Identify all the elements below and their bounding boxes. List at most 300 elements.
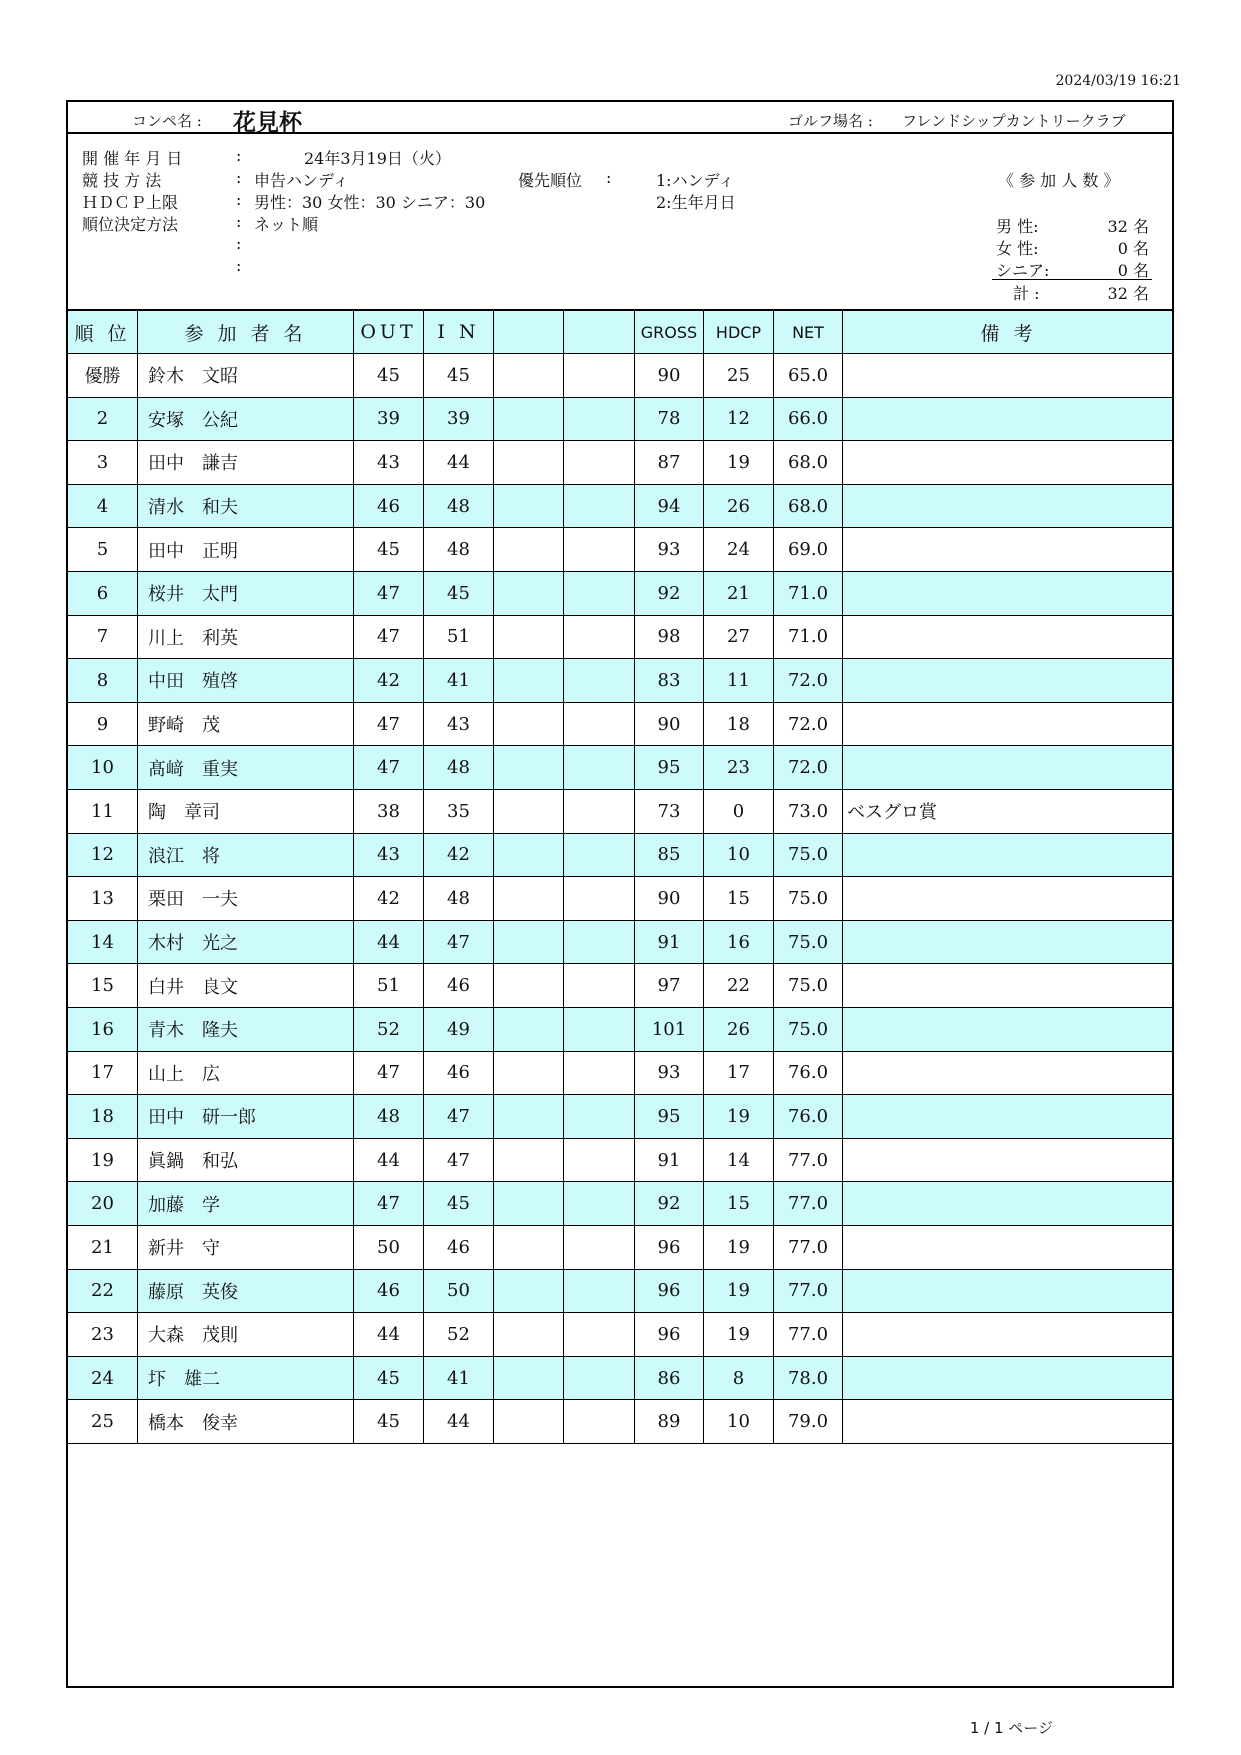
cell-remarks bbox=[842, 964, 1174, 1007]
cell-rank: 24 bbox=[91, 1367, 114, 1389]
cell-gross: 87 bbox=[634, 441, 703, 484]
cell-hdcp: 16 bbox=[703, 921, 773, 964]
info-value: 24年3月19日（火） bbox=[304, 149, 451, 168]
cell-blank-1 bbox=[493, 1400, 563, 1443]
cell-gross: 78 bbox=[634, 398, 703, 441]
info-label: 開 催 年 月 日 bbox=[82, 149, 183, 168]
table-header-row bbox=[68, 311, 1172, 353]
cell-net: 71.0 bbox=[773, 572, 842, 615]
priority-1: 1:ハンディ bbox=[656, 171, 735, 190]
cell-remarks bbox=[842, 354, 1174, 397]
cell-out: 46 bbox=[353, 485, 423, 528]
cell-out: 51 bbox=[353, 964, 423, 1007]
cell-name: 野崎 茂 bbox=[137, 703, 353, 746]
cell-out: 45 bbox=[353, 1400, 423, 1443]
cell-blank-1 bbox=[493, 485, 563, 528]
cell-blank-1 bbox=[493, 703, 563, 746]
cell-net: 76.0 bbox=[773, 1095, 842, 1138]
cell-rank: 13 bbox=[91, 887, 114, 909]
cell-rank: 4 bbox=[96, 495, 109, 517]
cell-out: 39 bbox=[353, 398, 423, 441]
cell-rank: 20 bbox=[91, 1193, 114, 1215]
cell-blank-2 bbox=[563, 834, 634, 877]
cell-in: 47 bbox=[423, 921, 493, 964]
table-row bbox=[68, 963, 1172, 1007]
cell-gross: 91 bbox=[634, 921, 703, 964]
info-value: ネット順 bbox=[254, 215, 319, 234]
cell-rank: 5 bbox=[96, 539, 109, 561]
cell-name: 髙﨑 重実 bbox=[137, 746, 353, 789]
cell-remarks bbox=[842, 746, 1174, 789]
cell-out: 44 bbox=[353, 1313, 423, 1356]
table-row bbox=[68, 1399, 1172, 1443]
cell-blank-2 bbox=[563, 1313, 634, 1356]
header-remarks: 備 考 bbox=[842, 311, 1174, 353]
total-label: 計 : bbox=[1013, 284, 1040, 303]
cell-hdcp: 22 bbox=[703, 964, 773, 1007]
cell-blank-2 bbox=[563, 1139, 634, 1182]
table-row bbox=[68, 658, 1172, 702]
cell-blank-2 bbox=[563, 616, 634, 659]
cell-name: 圷 雄二 bbox=[137, 1357, 353, 1400]
cell-name: 田中 研一郎 bbox=[137, 1095, 353, 1138]
cell-blank-2 bbox=[563, 1095, 634, 1138]
cell-remarks bbox=[842, 398, 1174, 441]
cell-blank-2 bbox=[563, 354, 634, 397]
cell-in: 45 bbox=[423, 354, 493, 397]
info-colon: : bbox=[236, 168, 242, 187]
cell-rank: 7 bbox=[96, 626, 109, 648]
table-row bbox=[68, 397, 1172, 441]
cell-gross: 86 bbox=[634, 1357, 703, 1400]
cell-in: 35 bbox=[423, 790, 493, 833]
cell-hdcp: 0 bbox=[703, 790, 773, 833]
cell-remarks bbox=[842, 877, 1174, 920]
results-sheet bbox=[66, 100, 1174, 1688]
cell-in: 43 bbox=[423, 703, 493, 746]
cell-rank: 2 bbox=[96, 408, 109, 430]
cell-gross: 101 bbox=[634, 1008, 703, 1051]
cell-rank: 10 bbox=[91, 757, 114, 779]
cell-net: 72.0 bbox=[773, 746, 842, 789]
cell-remarks bbox=[842, 659, 1174, 702]
table-row bbox=[68, 876, 1172, 920]
cell-name: 山上 広 bbox=[137, 1052, 353, 1095]
cell-hdcp: 12 bbox=[703, 398, 773, 441]
cell-rank: 18 bbox=[91, 1105, 114, 1127]
cell-rank: 9 bbox=[96, 713, 109, 735]
cell-out: 47 bbox=[353, 1052, 423, 1095]
cell-remarks bbox=[842, 1400, 1174, 1443]
cell-blank-1 bbox=[493, 877, 563, 920]
cell-in: 46 bbox=[423, 964, 493, 1007]
cell-remarks bbox=[842, 1270, 1174, 1313]
cell-rank: 17 bbox=[91, 1062, 114, 1084]
total-value: 32 名 bbox=[1107, 284, 1149, 303]
competition-label: コンペ名 : bbox=[132, 112, 202, 130]
cell-in: 47 bbox=[423, 1095, 493, 1138]
header-blank-2 bbox=[563, 311, 634, 353]
cell-hdcp: 26 bbox=[703, 485, 773, 528]
male-label: 男 性: bbox=[996, 217, 1039, 236]
cell-rank: 16 bbox=[91, 1018, 114, 1040]
cell-blank-2 bbox=[563, 1400, 634, 1443]
cell-name: 桜井 太門 bbox=[137, 572, 353, 615]
cell-in: 48 bbox=[423, 528, 493, 571]
cell-in: 47 bbox=[423, 1139, 493, 1182]
cell-gross: 97 bbox=[634, 964, 703, 1007]
cell-hdcp: 24 bbox=[703, 528, 773, 571]
cell-hdcp: 19 bbox=[703, 1270, 773, 1313]
cell-out: 45 bbox=[353, 1357, 423, 1400]
cell-name: 加藤 学 bbox=[137, 1182, 353, 1225]
table-bottom-rule bbox=[68, 1443, 1172, 1444]
cell-gross: 96 bbox=[634, 1313, 703, 1356]
table-row bbox=[68, 484, 1172, 528]
cell-in: 46 bbox=[423, 1052, 493, 1095]
cell-remarks bbox=[842, 834, 1174, 877]
cell-blank-1 bbox=[493, 746, 563, 789]
cell-out: 47 bbox=[353, 1182, 423, 1225]
cell-blank-1 bbox=[493, 790, 563, 833]
cell-rank: 8 bbox=[96, 669, 109, 691]
cell-rank: 優勝 bbox=[84, 366, 121, 388]
info-colon: : bbox=[236, 146, 242, 165]
cell-name: 清水 和夫 bbox=[137, 485, 353, 528]
cell-remarks bbox=[842, 1226, 1174, 1269]
cell-blank-1 bbox=[493, 616, 563, 659]
cell-out: 45 bbox=[353, 528, 423, 571]
cell-remarks bbox=[842, 1008, 1174, 1051]
info-colon: : bbox=[236, 212, 242, 231]
cell-gross: 73 bbox=[634, 790, 703, 833]
cell-hdcp: 10 bbox=[703, 834, 773, 877]
cell-gross: 90 bbox=[634, 877, 703, 920]
cell-blank-2 bbox=[563, 1226, 634, 1269]
table-row bbox=[68, 1269, 1172, 1313]
cell-out: 43 bbox=[353, 834, 423, 877]
cell-hdcp: 19 bbox=[703, 1313, 773, 1356]
cell-gross: 90 bbox=[634, 354, 703, 397]
cell-remarks bbox=[842, 441, 1174, 484]
cell-hdcp: 19 bbox=[703, 1226, 773, 1269]
cell-blank-2 bbox=[563, 398, 634, 441]
cell-hdcp: 25 bbox=[703, 354, 773, 397]
cell-remarks bbox=[842, 485, 1174, 528]
table-row bbox=[68, 789, 1172, 833]
cell-net: 68.0 bbox=[773, 485, 842, 528]
cell-in: 41 bbox=[423, 1357, 493, 1400]
cell-net: 77.0 bbox=[773, 1182, 842, 1225]
cell-blank-2 bbox=[563, 528, 634, 571]
info-colon: : bbox=[236, 190, 242, 209]
cell-gross: 95 bbox=[634, 746, 703, 789]
cell-rank: 14 bbox=[91, 931, 114, 953]
cell-rank: 23 bbox=[91, 1323, 114, 1345]
cell-gross: 85 bbox=[634, 834, 703, 877]
cell-out: 42 bbox=[353, 659, 423, 702]
info-label: 順位決定方法 bbox=[82, 215, 179, 234]
cell-net: 77.0 bbox=[773, 1313, 842, 1356]
cell-net: 75.0 bbox=[773, 964, 842, 1007]
cell-net: 75.0 bbox=[773, 1008, 842, 1051]
cell-name: 橋本 俊幸 bbox=[137, 1400, 353, 1443]
print-timestamp: 2024/03/19 16:21 bbox=[1055, 73, 1181, 89]
info-label: ＨＤＣＰ上限 bbox=[82, 193, 179, 212]
cell-name: 浪江 将 bbox=[137, 834, 353, 877]
cell-in: 41 bbox=[423, 659, 493, 702]
cell-blank-2 bbox=[563, 1357, 634, 1400]
cell-rank: 25 bbox=[91, 1411, 114, 1433]
cell-out: 47 bbox=[353, 703, 423, 746]
info-value: 男性：30 女性：30 シニア：30 bbox=[254, 193, 486, 212]
male-value: 32 名 bbox=[1107, 217, 1149, 236]
cell-hdcp: 10 bbox=[703, 1400, 773, 1443]
cell-hdcp: 23 bbox=[703, 746, 773, 789]
priority-label: 優先順位 bbox=[518, 171, 583, 190]
table-row bbox=[68, 1181, 1172, 1225]
priority-2: 2:生年月日 bbox=[656, 193, 736, 212]
cell-in: 46 bbox=[423, 1226, 493, 1269]
cell-name: 田中 謙吉 bbox=[137, 441, 353, 484]
cell-hdcp: 26 bbox=[703, 1008, 773, 1051]
cell-blank-2 bbox=[563, 1008, 634, 1051]
cell-blank-2 bbox=[563, 659, 634, 702]
cell-in: 49 bbox=[423, 1008, 493, 1051]
cell-out: 48 bbox=[353, 1095, 423, 1138]
cell-name: 青木 隆夫 bbox=[137, 1008, 353, 1051]
cell-gross: 91 bbox=[634, 1139, 703, 1182]
cell-out: 44 bbox=[353, 921, 423, 964]
cell-rank: 15 bbox=[91, 975, 114, 997]
cell-rank: 19 bbox=[91, 1149, 114, 1171]
cell-net: 78.0 bbox=[773, 1357, 842, 1400]
cell-out: 46 bbox=[353, 1270, 423, 1313]
header-name: 参 加 者 名 bbox=[137, 311, 353, 353]
cell-net: 69.0 bbox=[773, 528, 842, 571]
cell-remarks bbox=[842, 1139, 1174, 1182]
cell-blank-2 bbox=[563, 441, 634, 484]
cell-net: 79.0 bbox=[773, 1400, 842, 1443]
female-label: 女 性: bbox=[996, 239, 1039, 258]
cell-gross: 89 bbox=[634, 1400, 703, 1443]
table-row bbox=[68, 527, 1172, 571]
cell-out: 47 bbox=[353, 746, 423, 789]
cell-blank-1 bbox=[493, 1357, 563, 1400]
table-row bbox=[68, 1007, 1172, 1051]
cell-blank-2 bbox=[563, 703, 634, 746]
participants-divider bbox=[992, 279, 1152, 280]
cell-rank: 22 bbox=[91, 1280, 114, 1302]
cell-blank-1 bbox=[493, 441, 563, 484]
cell-blank-1 bbox=[493, 1226, 563, 1269]
cell-blank-1 bbox=[493, 964, 563, 1007]
cell-name: 栗田 一夫 bbox=[137, 877, 353, 920]
cell-out: 50 bbox=[353, 1226, 423, 1269]
table-row bbox=[68, 571, 1172, 615]
cell-blank-1 bbox=[493, 1270, 563, 1313]
cell-in: 45 bbox=[423, 1182, 493, 1225]
cell-in: 50 bbox=[423, 1270, 493, 1313]
cell-hdcp: 21 bbox=[703, 572, 773, 615]
cell-out: 43 bbox=[353, 441, 423, 484]
course-name: フレンドシップカントリークラブ bbox=[902, 112, 1126, 130]
table-row bbox=[68, 1051, 1172, 1095]
cell-name: 木村 光之 bbox=[137, 921, 353, 964]
cell-remarks bbox=[842, 703, 1174, 746]
cell-net: 73.0 bbox=[773, 790, 842, 833]
cell-blank-2 bbox=[563, 1270, 634, 1313]
cell-net: 77.0 bbox=[773, 1139, 842, 1182]
header-gross: GROSS bbox=[634, 311, 703, 353]
cell-name: 藤原 英俊 bbox=[137, 1270, 353, 1313]
title-divider bbox=[68, 132, 1172, 134]
senior-label: シニア: bbox=[996, 261, 1050, 280]
cell-gross: 92 bbox=[634, 572, 703, 615]
table-row bbox=[68, 920, 1172, 964]
cell-out: 45 bbox=[353, 354, 423, 397]
cell-rank: 6 bbox=[96, 582, 109, 604]
cell-remarks bbox=[842, 572, 1174, 615]
female-value: 0 名 bbox=[1117, 239, 1149, 258]
cell-blank-1 bbox=[493, 1095, 563, 1138]
cell-in: 44 bbox=[423, 441, 493, 484]
table-row bbox=[68, 615, 1172, 659]
cell-blank-1 bbox=[493, 1052, 563, 1095]
cell-blank-2 bbox=[563, 964, 634, 1007]
header-rank: 順 位 bbox=[74, 322, 131, 345]
cell-net: 75.0 bbox=[773, 834, 842, 877]
cell-remarks bbox=[842, 1357, 1174, 1400]
cell-hdcp: 27 bbox=[703, 616, 773, 659]
cell-blank-2 bbox=[563, 877, 634, 920]
cell-name: 新井 守 bbox=[137, 1226, 353, 1269]
table-row bbox=[68, 1356, 1172, 1400]
cell-net: 65.0 bbox=[773, 354, 842, 397]
cell-hdcp: 8 bbox=[703, 1357, 773, 1400]
cell-net: 76.0 bbox=[773, 1052, 842, 1095]
cell-gross: 93 bbox=[634, 528, 703, 571]
cell-blank-1 bbox=[493, 354, 563, 397]
cell-in: 45 bbox=[423, 572, 493, 615]
priority-colon: : bbox=[606, 168, 612, 187]
cell-hdcp: 14 bbox=[703, 1139, 773, 1182]
competition-name: 花見杯 bbox=[233, 109, 302, 136]
cell-blank-1 bbox=[493, 1139, 563, 1182]
header-in: I N bbox=[423, 311, 493, 353]
cell-net: 68.0 bbox=[773, 441, 842, 484]
page-number: 1 / 1 ページ bbox=[969, 1719, 1053, 1737]
cell-name: 陶 章司 bbox=[137, 790, 353, 833]
cell-in: 48 bbox=[423, 746, 493, 789]
cell-hdcp: 11 bbox=[703, 659, 773, 702]
cell-in: 51 bbox=[423, 616, 493, 659]
cell-name: 大森 茂則 bbox=[137, 1313, 353, 1356]
cell-hdcp: 18 bbox=[703, 703, 773, 746]
cell-net: 77.0 bbox=[773, 1226, 842, 1269]
cell-in: 42 bbox=[423, 834, 493, 877]
cell-gross: 98 bbox=[634, 616, 703, 659]
cell-out: 52 bbox=[353, 1008, 423, 1051]
cell-in: 48 bbox=[423, 485, 493, 528]
course-label: ゴルフ場名 : bbox=[788, 112, 873, 130]
cell-remarks bbox=[842, 1313, 1174, 1356]
cell-blank-2 bbox=[563, 1052, 634, 1095]
cell-hdcp: 15 bbox=[703, 877, 773, 920]
cell-net: 77.0 bbox=[773, 1270, 842, 1313]
cell-out: 42 bbox=[353, 877, 423, 920]
cell-gross: 95 bbox=[634, 1095, 703, 1138]
cell-net: 66.0 bbox=[773, 398, 842, 441]
cell-blank-2 bbox=[563, 921, 634, 964]
cell-remarks bbox=[842, 616, 1174, 659]
info-colon: : bbox=[236, 234, 242, 253]
cell-remarks bbox=[842, 1052, 1174, 1095]
cell-blank-1 bbox=[493, 572, 563, 615]
info-label: 競 技 方 法 bbox=[82, 171, 162, 190]
cell-blank-2 bbox=[563, 1182, 634, 1225]
cell-gross: 90 bbox=[634, 703, 703, 746]
cell-net: 71.0 bbox=[773, 616, 842, 659]
cell-net: 72.0 bbox=[773, 703, 842, 746]
cell-gross: 83 bbox=[634, 659, 703, 702]
cell-out: 47 bbox=[353, 616, 423, 659]
cell-net: 75.0 bbox=[773, 921, 842, 964]
cell-blank-1 bbox=[493, 1008, 563, 1051]
cell-in: 44 bbox=[423, 1400, 493, 1443]
cell-blank-1 bbox=[493, 1313, 563, 1356]
cell-net: 75.0 bbox=[773, 877, 842, 920]
header-blank-1 bbox=[493, 311, 563, 353]
cell-hdcp: 17 bbox=[703, 1052, 773, 1095]
cell-hdcp: 19 bbox=[703, 441, 773, 484]
cell-name: 鈴木 文昭 bbox=[137, 354, 353, 397]
cell-remarks bbox=[842, 528, 1174, 571]
cell-blank-2 bbox=[563, 485, 634, 528]
table-row bbox=[68, 1312, 1172, 1356]
cell-name: 白井 良文 bbox=[137, 964, 353, 1007]
cell-rank: 11 bbox=[91, 800, 114, 822]
cell-gross: 92 bbox=[634, 1182, 703, 1225]
cell-remarks bbox=[842, 1095, 1174, 1138]
cell-remarks bbox=[842, 921, 1174, 964]
cell-gross: 93 bbox=[634, 1052, 703, 1095]
cell-blank-1 bbox=[493, 921, 563, 964]
cell-in: 52 bbox=[423, 1313, 493, 1356]
table-row bbox=[68, 440, 1172, 484]
cell-in: 39 bbox=[423, 398, 493, 441]
cell-out: 44 bbox=[353, 1139, 423, 1182]
cell-out: 47 bbox=[353, 572, 423, 615]
cell-rank: 21 bbox=[91, 1236, 114, 1258]
cell-name: 中田 殖啓 bbox=[137, 659, 353, 702]
table-row bbox=[68, 833, 1172, 877]
cell-gross: 94 bbox=[634, 485, 703, 528]
cell-blank-1 bbox=[493, 528, 563, 571]
senior-value: 0 名 bbox=[1117, 261, 1149, 280]
info-value: 申告ハンディ bbox=[254, 171, 349, 190]
cell-blank-2 bbox=[563, 572, 634, 615]
cell-blank-1 bbox=[493, 398, 563, 441]
header-net: NET bbox=[773, 311, 842, 353]
cell-name: 田中 正明 bbox=[137, 528, 353, 571]
cell-blank-2 bbox=[563, 746, 634, 789]
cell-blank-1 bbox=[493, 834, 563, 877]
cell-name: 安塚 公紀 bbox=[137, 398, 353, 441]
cell-blank-2 bbox=[563, 790, 634, 833]
header-out: OUT bbox=[353, 311, 423, 353]
cell-out: 38 bbox=[353, 790, 423, 833]
